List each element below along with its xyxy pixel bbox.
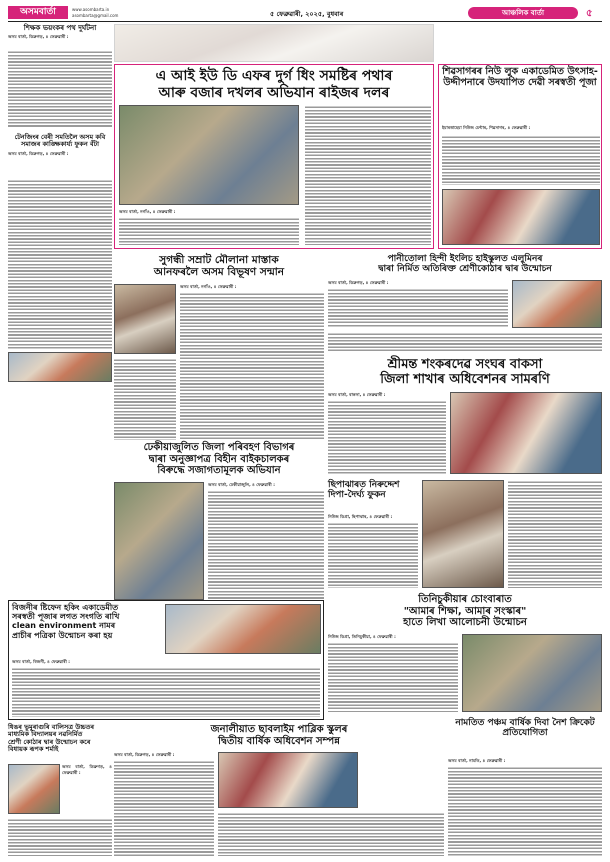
story-namoti-dateline: অসম বাৰ্তা, নামতি, ৪ ফেব্ৰুৱাৰী : bbox=[448, 758, 506, 763]
top-strip-photo bbox=[114, 24, 434, 62]
story-sivasagar-body bbox=[442, 135, 600, 185]
story-bijoyani-title-1: বিজনীৰ ষ্টিফেন হকিং একাডেমীত bbox=[12, 603, 119, 612]
story-dhekiajuli-title-2: দ্বাৰা অনুজ্ঞাপত্ৰ বিহীন বাইকচালকৰ bbox=[148, 453, 290, 465]
masthead-section: আঞ্চলিক বাৰ্তা bbox=[468, 7, 578, 19]
story-main-body-right bbox=[305, 105, 431, 245]
story-tenzing-title: টেনজিংৰ বেৰী সমতিলৈ অসম কবি সমাজৰ কাঙ্ক্ষিকাৰ্য্য ফুকন বঁটা bbox=[14, 133, 106, 149]
masthead-date: ৫ ফেব্ৰুৱাৰী, ২০২৫, বুধবাৰ bbox=[270, 10, 344, 18]
story-subungi-title-2: আনফৰলৈ অসম বিভূষণ সন্মান bbox=[153, 266, 285, 279]
story-dhekial-title-1: ধিঙৰ ভুমুৰাগুৰি বালিসত্ৰ উচ্চতৰ bbox=[8, 723, 95, 731]
story-pathar bbox=[8, 24, 112, 130]
story-sivasagar bbox=[438, 64, 602, 249]
story-chhipajhar-dateline: নিউজ ডিপ্ৰা, ছিপাঝাৰ, ৪ ফেব্ৰুৱাৰী : bbox=[328, 514, 393, 519]
story-shankar-dateline: অসম বাৰ্তা, বাকসা, ৪ ফেব্ৰুৱাৰী : bbox=[328, 392, 386, 397]
page-number: ৫ bbox=[586, 8, 593, 19]
story-main-dateline: অসম বাৰ্তা, নগাঁও, ৪ ফেব্ৰুৱাৰী : bbox=[119, 209, 176, 214]
story-main-title-1: এ আই ইউ ডি এফৰ দুৰ্গ ধিং সমষ্টিৰ পথাৰ bbox=[155, 68, 393, 84]
story-dhekiajuli-photo bbox=[114, 482, 204, 600]
story-main-body-left bbox=[119, 217, 299, 245]
story-subungi-dateline: অসম বাৰ্তা, নগাঁও, ৪ ফেব্ৰুৱাৰী : bbox=[180, 284, 237, 289]
story-jonaliyat bbox=[114, 724, 444, 858]
story-shankar bbox=[328, 358, 602, 478]
story-chhipajhar-body-2 bbox=[508, 480, 602, 588]
story-namoti-body bbox=[448, 766, 602, 856]
story-namoti-title: নামতিত পঞ্চম বাৰ্ষিক দিবা নৈশ ক্ৰিকেট প্ৰতিযোগিতা bbox=[455, 718, 595, 739]
story-subungi-title-1: সুগন্ধী সম্ৰাট মৌলানা মাস্তাক bbox=[159, 254, 279, 266]
story-subungi bbox=[114, 254, 324, 440]
story-tinsukia-title-2: "আমাৰ শিক্ষা, আমাৰ সংস্কাৰ" bbox=[403, 605, 527, 617]
story-shankar-title-2: জিলা শাখাৰ অধিবেশনৰ সামৰণি bbox=[380, 371, 550, 387]
story-subungi-body-2 bbox=[114, 358, 176, 440]
story-dhekial-photo bbox=[8, 764, 60, 814]
story-dhekiajuli-title-3: বিৰুদ্ধে সজাগতামূলক অভিযান bbox=[157, 465, 281, 476]
story-dhekiajuli bbox=[114, 442, 324, 604]
story-bijoyani-title-3: clean environment নামৰ bbox=[12, 621, 116, 631]
story-sivasagar-title: শিৱসাগৰৰ নিউ লুক একাডেমিত উৎসাহ-উদ্দীপনাৰে উদযাপিত দেৱী সৰস্বতী পূজা bbox=[442, 66, 598, 88]
story-bijoyani-title-2: সৰস্বতী পূজাৰ লগত সংগতি ৰাখি bbox=[12, 612, 120, 622]
story-dhekial-dateline: অসম বাৰ্তা, ডিব্ৰুগড়, ৪ ফেব্ৰুৱাৰী : bbox=[62, 764, 112, 775]
story-subungi-body bbox=[180, 292, 324, 440]
story-shankar-body bbox=[328, 400, 446, 474]
story-hindi-dateline: অসম বাৰ্তা, ডিব্ৰুগড়, ৪ ফেব্ৰুৱাৰী : bbox=[328, 280, 389, 285]
masthead-website: www.asombarta.in bbox=[72, 7, 110, 12]
story-main bbox=[114, 64, 434, 249]
story-sivasagar-dateline: ইমাৰত্তাহেমা নিউজ চেন্টাৰ, শিৱসাগৰ, ৪ ফেব্ৰুৱাৰী : bbox=[442, 125, 531, 130]
story-chhipajhar bbox=[328, 480, 602, 590]
story-jonaliyat-body-2 bbox=[218, 812, 444, 856]
story-jonaliyat-dateline: অসম বাৰ্তা, ডিব্ৰুগড়, ৪ ফেব্ৰুৱাৰী : bbox=[114, 752, 175, 757]
story-dhekial-body bbox=[8, 818, 112, 856]
masthead-logo: অসমবাৰ্তা bbox=[8, 6, 68, 19]
story-subungi-photo bbox=[114, 284, 176, 354]
story-hindi-body bbox=[328, 288, 508, 328]
story-tenzing bbox=[8, 134, 112, 384]
story-pathar-title: শিক্ষক ভয়ংকৰ পথ দুৰ্ঘটনা bbox=[23, 24, 97, 32]
story-jonaliyat-title-2: দ্বিতীয় বাৰ্ষিক অধিবেশন সম্পন্ন bbox=[218, 735, 340, 747]
story-chhipajhar-title: ছিপাঝাৰত নিৰুদ্দেশ দিপা-দৈৰ্ঘ্য ফুকন bbox=[328, 480, 400, 501]
story-sivasagar-photo bbox=[442, 189, 600, 245]
story-jonaliyat-photo bbox=[218, 752, 358, 808]
story-tinsukia-title-1: তিনিচুকীয়াৰ চোংবাৰাত bbox=[418, 594, 512, 605]
story-dhekiajuli-body bbox=[208, 490, 324, 600]
story-bijoyani-dateline: অসম বাৰ্তা, বিজনী, ৪ ফেব্ৰুৱাৰী : bbox=[12, 659, 70, 664]
story-tenzing-photo bbox=[8, 352, 112, 382]
masthead bbox=[8, 6, 602, 20]
story-bijoyani-body bbox=[12, 667, 320, 717]
story-hindi-title-1: পানীতোলা হিন্দী ইংলিচ হাইস্কুলত এলুমিনৰ bbox=[387, 254, 543, 264]
story-dhekial-title-3: শ্ৰেণী কোঠাৰ দ্বাৰ উন্মোচন কৰে bbox=[8, 737, 91, 746]
masthead-email: asombarta@gmail.com bbox=[72, 13, 119, 18]
story-dhekial-title-4: বিধায়ক ৰূপক শৰ্মাই bbox=[8, 745, 59, 754]
story-main-title-2: আৰু বজাৰ দখলৰ অভিযান ৰাইজৰ দলৰ bbox=[158, 85, 390, 102]
story-chhipajhar-photo bbox=[422, 480, 504, 588]
story-chhipajhar-body bbox=[328, 522, 418, 588]
story-tinsukia-body bbox=[328, 642, 458, 712]
story-tenzing-dateline: অসম বাৰ্তা, ডিব্ৰুগড়, ৪ ফেব্ৰুৱাৰী : bbox=[8, 150, 69, 156]
story-dhekial-title-2: মাধ্যমিক বিদ্যালয়ৰ নৱনিৰ্মিত bbox=[8, 730, 83, 739]
story-dhekial bbox=[8, 724, 112, 858]
story-shankar-title-1: শ্ৰীমন্ত শংকৰদেৱ সংঘৰ বাকসা bbox=[387, 357, 543, 372]
story-bijoyani-title-4: প্ৰাচীৰ পত্ৰিকা উন্মোচন কৰা হয় bbox=[12, 630, 113, 640]
story-bijoyani bbox=[8, 600, 324, 720]
story-main-photo bbox=[119, 105, 299, 205]
story-pathar-dateline: অসম বাৰ্তা, ডিব্ৰুগড়, ৪ ফেব্ৰুৱাৰী : bbox=[8, 34, 69, 40]
story-bijoyani-photo bbox=[165, 604, 321, 654]
story-pathar-body bbox=[8, 50, 112, 128]
story-tinsukia-title-3: হাতে লিখা আলোচনী উন্মোচন bbox=[403, 617, 527, 628]
story-jonaliyat-title-1: জনালীয়াত ছাবলাইম পাব্লিক স্কুলৰ bbox=[210, 724, 348, 735]
story-namoti bbox=[448, 718, 602, 858]
masthead-rule bbox=[8, 21, 602, 22]
story-hindi-body-2 bbox=[328, 332, 602, 352]
story-tenzing-body bbox=[8, 179, 112, 349]
story-dhekiajuli-title-1: ঢেকীয়াজুলিত জিলা পৰিবহণ বিভাগৰ bbox=[143, 442, 295, 453]
story-tinsukia-dateline: নিউজ ডিপ্ৰা, তিনিচুকীয়া, ৪ ফেব্ৰুৱাৰী : bbox=[328, 634, 396, 639]
story-hindi-photo bbox=[512, 280, 602, 328]
story-shankar-photo bbox=[450, 392, 602, 474]
story-dhekiajuli-dateline: অসম বাৰ্তা, ঢেকীয়াজুলি, ৪ ফেব্ৰুৱাৰী : bbox=[208, 482, 275, 487]
story-tinsukia bbox=[328, 594, 602, 714]
story-hindi-title-2: দ্বাৰা নিৰ্মিত অতিৰিক্ত শ্ৰেণীকোঠাৰ দ্বাৰ উন্মোচন bbox=[378, 264, 552, 275]
story-tinsukia-photo bbox=[462, 634, 602, 712]
story-jonaliyat-body bbox=[114, 760, 214, 856]
